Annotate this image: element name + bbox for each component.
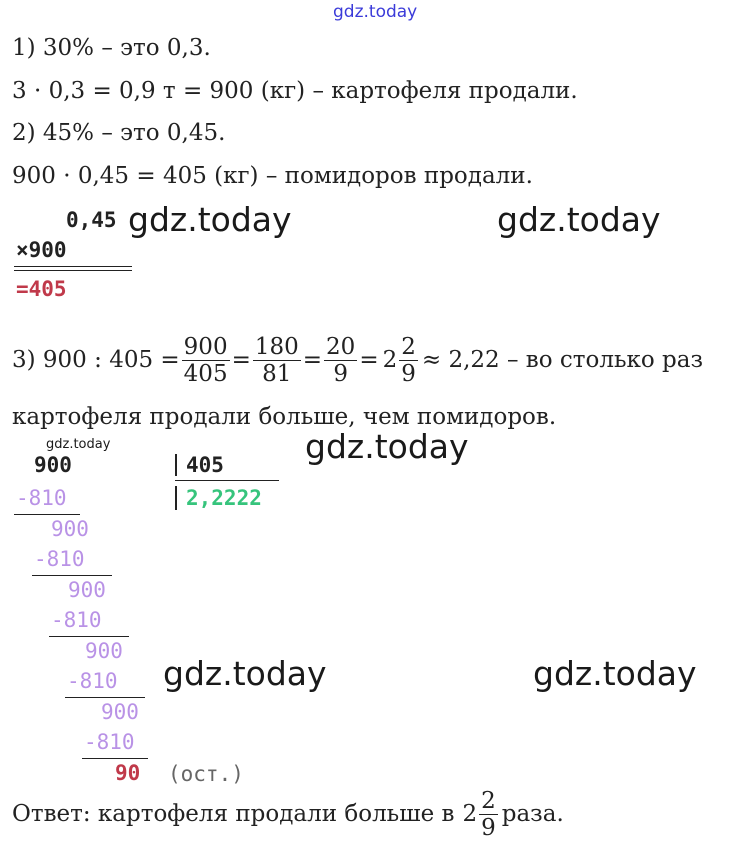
subtract-step: -810: [16, 486, 67, 510]
multiplication-result: =405: [16, 277, 67, 301]
watermark: gdz.today: [533, 654, 697, 693]
subtract-line: [32, 575, 112, 576]
step3-suffix: ≈ 2,22 – во столько раз: [421, 347, 704, 373]
step1-calculation: 3 · 0,3 = 0,9 т = 900 (кг) – картофеля продали.: [12, 78, 578, 104]
step2-heading: 2) 45% – это 0,45.: [12, 120, 226, 146]
equals-sign: =: [302, 347, 323, 373]
subtract-line: [65, 697, 145, 698]
subtract-line: [14, 514, 80, 515]
answer-whole: 2: [462, 801, 478, 827]
step3-line2: картофеля продали больше, чем помидоров.: [12, 404, 557, 430]
carry-step: 900: [51, 517, 89, 541]
fraction-2-9: $\frac{2}{9}$: [401, 333, 416, 387]
division-bracket: [175, 454, 177, 476]
equals-sign: =: [231, 347, 251, 373]
subtract-line: [49, 636, 129, 637]
step3-equation: [12, 325, 703, 395]
multiplication-bottom-factor: ×900: [16, 238, 67, 262]
fraction-180-81: $\frac{180}{81}$: [254, 333, 299, 387]
subtract-step: -810: [84, 730, 135, 754]
division-remainder: 90: [115, 761, 141, 785]
multiplication-line-double: [14, 270, 132, 271]
fraction-900-405: $\frac{900}{405}$: [183, 333, 228, 387]
step2-calculation: 900 · 0,45 = 405 (кг) – помидоров продали.: [12, 163, 533, 189]
subtract-step: -810: [51, 608, 102, 632]
subtract-line: [82, 758, 148, 759]
subtract-step: -810: [67, 669, 118, 693]
watermark: gdz.today: [128, 200, 292, 239]
carry-step: 900: [101, 700, 139, 724]
subtract-step: -810: [34, 547, 85, 571]
watermark-top: gdz.today: [333, 2, 418, 22]
remainder-note: (ост.): [168, 762, 244, 786]
answer-fraction: $\frac{2}{9}$: [481, 787, 496, 841]
answer-suffix: раза.: [501, 801, 564, 827]
divisor-line: [175, 480, 279, 481]
multiplication-top-factor: 0,45: [66, 208, 117, 232]
equals-sign: =: [359, 347, 379, 373]
watermark: gdz.today: [163, 654, 327, 693]
division-quotient: 2,2222: [186, 486, 262, 510]
mixed-whole: 2: [382, 347, 398, 373]
division-divisor: 405: [186, 453, 224, 477]
fraction-20-9: $\frac{20}{9}$: [326, 333, 356, 387]
watermark: gdz.today: [497, 200, 661, 239]
answer-prefix: Ответ: картофеля продали больше в: [12, 801, 455, 827]
step3-prefix: 3) 900 : 405 =: [12, 347, 180, 373]
step1-heading: 1) 30% – это 0,3.: [12, 35, 211, 61]
carry-step: 900: [85, 639, 123, 663]
multiplication-line: [14, 266, 132, 267]
division-bracket: [175, 486, 177, 510]
division-dividend: 900: [34, 453, 72, 477]
carry-step: 900: [68, 578, 106, 602]
answer-line: [12, 782, 564, 846]
watermark-small: gdz.today: [46, 437, 111, 452]
watermark: gdz.today: [305, 427, 469, 466]
